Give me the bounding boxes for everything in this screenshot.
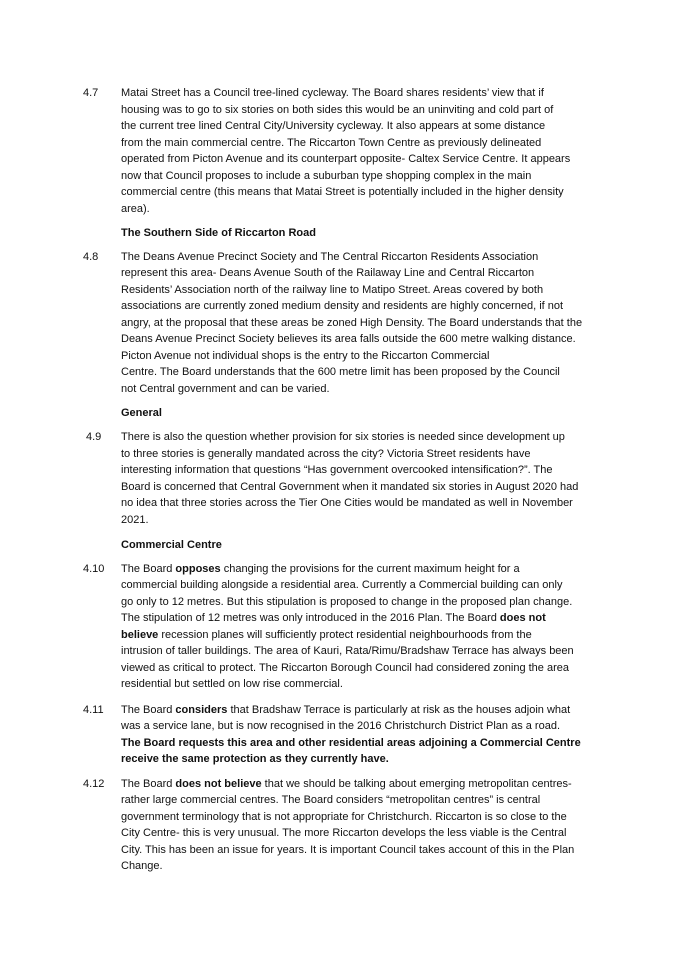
bold-text-line: The Board requests this area and other residential areas adjoining a Commercial Centre — [121, 737, 581, 749]
text-line: now that Council proposes to include a suburban type shopping complex in the main — [121, 170, 532, 182]
text-run: The Board — [121, 563, 176, 575]
section-number: 4.9 — [86, 431, 102, 443]
text-line: to three stories is generally mandated across the city? Victoria Street residents have — [121, 448, 531, 460]
text-line: go only to 12 metres. But this stipulation is proposed to change in the proposed plan change. — [121, 596, 573, 608]
text-line — [121, 776, 572, 792]
text-line: interesting information that questions “Has government overcooked intensification?”. The — [121, 464, 553, 476]
text-line: associations are currently zoned medium density and residents are highly concerned, if not — [121, 300, 564, 312]
text-line — [121, 610, 546, 626]
bold-text-line: receive the same protection as they currently have. — [121, 753, 389, 765]
text-run: recession planes will sufficiently protect residential neighbourhoods from the — [158, 629, 532, 641]
text-line: residential but settled on low rise commercial. — [121, 678, 343, 690]
text-line: represent this area- Deans Avenue South of the Railaway Line and Central Riccarton — [121, 267, 535, 279]
text-line — [121, 702, 570, 718]
section-number: 4.10 — [83, 563, 105, 575]
text-run: The stipulation of 12 metres was only introduced in the 2016 Plan. The Board — [121, 612, 500, 624]
text-line: the current tree lined Central City/University cycleway. It also appears at some distance — [121, 120, 546, 132]
text-line: Matai Street has a Council tree-lined cycleway. The Board shares residents’ view that if — [121, 87, 544, 99]
text-line: Deans Avenue Precinct Society believes its area falls outside the 600 metre walking distance. — [121, 333, 576, 345]
text-line: 2021. — [121, 514, 149, 526]
section-number: 4.7 — [83, 87, 99, 99]
text-run: that Bradshaw Terrace is particularly at risk as the houses adjoin what — [227, 704, 571, 716]
text-line: Residents’ Association north of the railway line to Matipo Street. Areas covered by both — [121, 284, 544, 296]
text-run: The Board — [121, 778, 176, 790]
text-line: Centre. The Board understands that the 600 metre limit has been proposed by the Council — [121, 366, 560, 378]
text-line: housing was to go to six stories on both sides this would be an uninviting and cold part of — [121, 104, 554, 116]
text-line: not Central government and can be varied. — [121, 383, 330, 395]
text-line: government terminology that is not appropriate for Christchurch. Riccarton is so close to the — [121, 811, 567, 823]
text-line: commercial building alongside a residential area. Currently a Commercial building can only — [121, 579, 563, 591]
text-run: changing the provisions for the current maximum height for a — [220, 563, 520, 575]
text-line: The Deans Avenue Precinct Society and The Central Riccarton Residents Association — [121, 251, 539, 263]
text-line — [121, 561, 520, 577]
text-run: that we should be talking about emerging metropolitan centres- — [261, 778, 572, 790]
text-line: Picton Avenue not individual shops is the entry to the Riccarton Commercial — [121, 350, 490, 362]
section-number: 4.11 — [83, 704, 104, 716]
text-line: from the main commercial centre. The Riccarton Town Centre as previously delineated — [121, 137, 542, 149]
text-run: The Board — [121, 704, 176, 716]
text-line — [121, 627, 532, 643]
text-line: Change. — [121, 860, 163, 872]
text-line: operated from Picton Avenue and its counterpart opposite- Caltex Service Centre. It appears — [121, 153, 571, 165]
text-line: viewed as critical to protect. The Riccarton Borough Council had considered zoning the area — [121, 662, 569, 674]
text-line: City Centre- this is very unusual. The more Riccarton develops the less viable is the Central — [121, 827, 567, 839]
bold-text: opposes — [175, 563, 221, 575]
text-line: rather large commercial centres. The Board considers “metropolitan centres” is central — [121, 794, 541, 806]
bold-text: considers — [175, 704, 228, 716]
heading-southern-side: The Southern Side of Riccarton Road — [121, 227, 316, 239]
text-line: no idea that three stories across the Tier One Cities would be mandated as well in November — [121, 497, 573, 509]
bold-text: does not — [499, 612, 546, 624]
text-line: Board is concerned that Central Government when it mandated six stories in August 2020 had — [121, 481, 579, 493]
text-line: commercial centre (this means that Matai Street is potentially included in the higher density — [121, 186, 564, 198]
text-line: There is also the question whether provision for six stories is needed since development up — [121, 431, 565, 443]
bold-text: believe — [121, 629, 159, 641]
section-number: 4.12 — [83, 778, 105, 790]
text-line: City. This has been an issue for years. It is important Council takes account of this in the Plan — [121, 844, 575, 856]
heading-general: General — [121, 407, 162, 419]
section-number: 4.8 — [83, 251, 99, 263]
bold-text: does not believe — [175, 778, 262, 790]
text-line: was a service lane, but is now recognised in the 2016 Christchurch District Plan as a road. — [121, 720, 560, 732]
text-line: intrusion of taller buildings. The area of Kauri, Rata/Rimu/Bradshaw Terrace has always been — [121, 645, 574, 657]
text-line: area). — [121, 203, 150, 215]
text-line: angry, at the proposal that these areas be zoned High Density. The Board understands that the — [121, 317, 583, 329]
heading-commercial-centre: Commercial Centre — [121, 539, 222, 551]
